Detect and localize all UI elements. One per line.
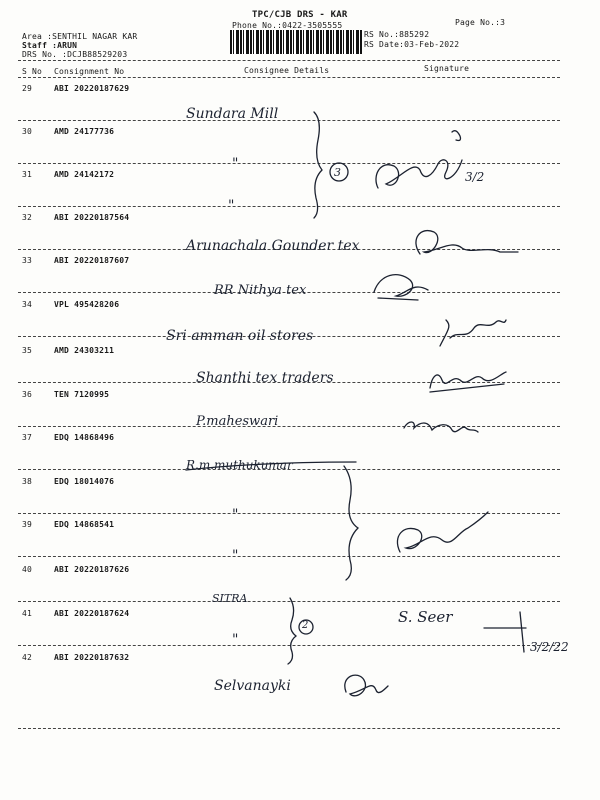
signature bbox=[376, 160, 462, 188]
row-30-sno: 30 bbox=[22, 127, 33, 136]
row-41-sno: 41 bbox=[22, 609, 33, 618]
handwritten-ditto-mark: " bbox=[232, 507, 239, 523]
row-34-consignment: VPL 495428206 bbox=[54, 300, 120, 309]
column-consignee: Consignee Details bbox=[244, 66, 330, 75]
handwritten-shanthi: Shanthi tex traders bbox=[196, 370, 334, 386]
handwritten-muthukumar: R.m.muthukumar bbox=[186, 458, 293, 472]
row-34-sno: 34 bbox=[22, 300, 33, 309]
area-label: Area :SENTHIL NAGAR KAR bbox=[22, 32, 138, 41]
row-36-sno: 36 bbox=[22, 390, 33, 399]
row-38-consignment: EDQ 18014076 bbox=[54, 477, 115, 486]
column-consignment: Consignment No bbox=[54, 67, 125, 76]
signature bbox=[374, 275, 428, 300]
row-38-sno: 38 bbox=[22, 477, 33, 486]
signature bbox=[440, 320, 506, 346]
row-divider bbox=[18, 120, 560, 121]
grouping-brace bbox=[344, 466, 358, 580]
handwritten-group-count: 3 bbox=[334, 166, 341, 179]
handwritten-sundara-mill: Sundara Mill bbox=[186, 106, 279, 122]
handwritten-sitra: SITRA bbox=[212, 592, 248, 605]
row-divider bbox=[18, 206, 560, 207]
row-40-sno: 40 bbox=[22, 565, 33, 574]
row-29-sno: 29 bbox=[22, 84, 33, 93]
signature bbox=[345, 675, 388, 696]
header-divider bbox=[18, 60, 560, 61]
row-33-consignment: ABI 20220187607 bbox=[54, 256, 130, 265]
signature bbox=[416, 231, 518, 254]
signature bbox=[452, 131, 461, 141]
row-31-consignment: AMD 24142172 bbox=[54, 170, 115, 179]
row-30-consignment: AMD 24177736 bbox=[54, 127, 115, 136]
row-39-sno: 39 bbox=[22, 520, 33, 529]
handwritten-nithya: RR Nithya tex bbox=[214, 283, 307, 298]
drs-number: DRS No. :DCJB88529203 bbox=[22, 50, 128, 59]
handwritten-selvanayaki: Selvanayki bbox=[214, 678, 291, 694]
handwritten-ditto-mark: " bbox=[232, 632, 239, 648]
column-signature: Signature bbox=[424, 64, 470, 73]
row-29-consignment: ABI 20220187629 bbox=[54, 84, 130, 93]
row-divider bbox=[18, 513, 560, 514]
rs-date: RS Date:03-Feb-2022 bbox=[364, 40, 460, 49]
row-35-sno: 35 bbox=[22, 346, 33, 355]
handwritten-ditto-mark: " bbox=[228, 198, 235, 214]
handwritten-arunachala: Arunachala Gounder tex bbox=[186, 238, 360, 254]
column-divider bbox=[18, 77, 560, 78]
signature bbox=[397, 512, 488, 552]
handwritten-group-count: 2 bbox=[302, 620, 309, 631]
row-36-consignment: TEN 7120995 bbox=[54, 390, 110, 399]
row-32-sno: 32 bbox=[22, 213, 33, 222]
row-39-consignment: EDQ 14868541 bbox=[54, 520, 115, 529]
row-42-sno: 42 bbox=[22, 653, 33, 662]
row-40-consignment: ABI 20220187626 bbox=[54, 565, 130, 574]
phone-number: Phone No.:0422-3505555 bbox=[232, 21, 343, 30]
row-37-sno: 37 bbox=[22, 433, 33, 442]
handwritten-date: 3/2 bbox=[465, 170, 485, 184]
barcode bbox=[230, 30, 362, 54]
row-41-consignment: ABI 20220187624 bbox=[54, 609, 130, 618]
row-divider bbox=[18, 645, 560, 646]
row-35-consignment: AMD 24303211 bbox=[54, 346, 115, 355]
rs-number: RS No.:885292 bbox=[364, 30, 430, 39]
grouping-brace bbox=[314, 112, 322, 218]
row-37-consignment: EDQ 14868496 bbox=[54, 433, 115, 442]
row-divider bbox=[18, 426, 560, 427]
row-divider bbox=[18, 601, 560, 602]
handwritten-ditto-mark: " bbox=[232, 156, 239, 172]
row-31-sno: 31 bbox=[22, 170, 33, 179]
row-32-consignment: ABI 20220187564 bbox=[54, 213, 130, 222]
signature bbox=[484, 612, 526, 652]
grouping-brace bbox=[288, 598, 296, 664]
row-33-sno: 33 bbox=[22, 256, 33, 265]
handwritten-date: 3/2/22 bbox=[530, 640, 569, 654]
handwritten-amman: Sri amman oil stores bbox=[166, 328, 314, 344]
document-title: TPC/CJB DRS - KAR bbox=[252, 10, 348, 20]
column-sno: S No bbox=[22, 67, 43, 76]
row-divider bbox=[18, 163, 560, 164]
row-42-consignment: ABI 20220187632 bbox=[54, 653, 130, 662]
row-divider bbox=[18, 728, 560, 729]
row-divider bbox=[18, 556, 560, 557]
signature bbox=[404, 422, 478, 432]
page-number: Page No.:3 bbox=[455, 18, 506, 27]
handwritten-signature-text: S. Seer bbox=[398, 608, 453, 626]
handwritten-ditto-mark: " bbox=[232, 548, 239, 564]
staff-label: Staff :ARUN bbox=[22, 41, 78, 50]
handwritten-maheswari: P.maheswari bbox=[196, 414, 279, 429]
